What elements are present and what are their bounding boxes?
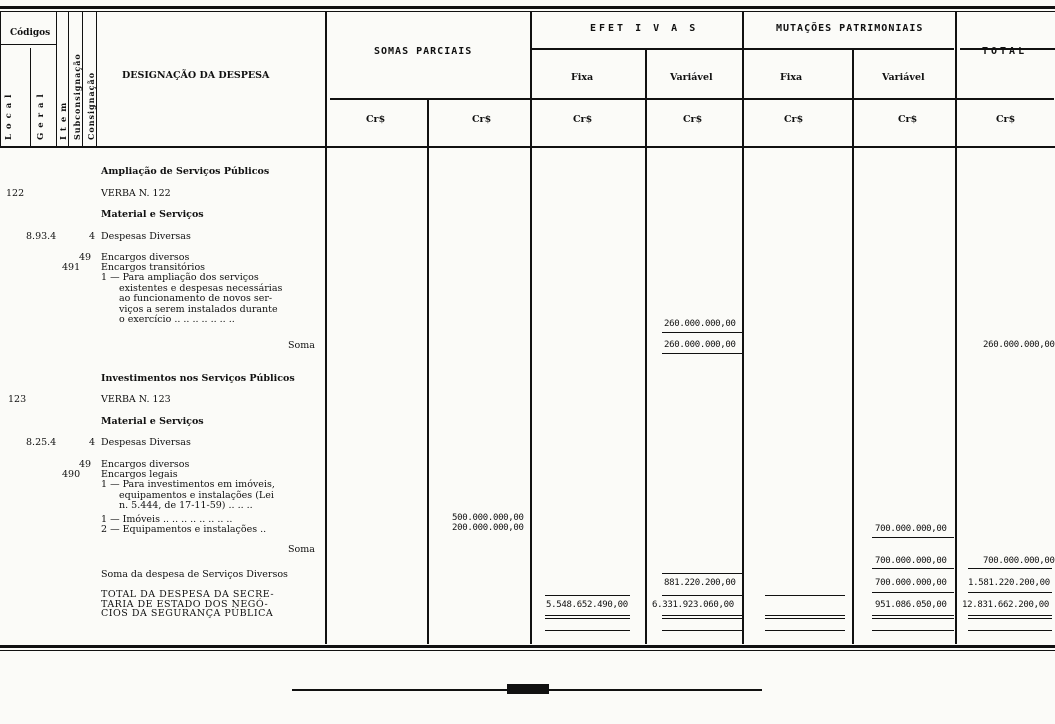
currency-label: Cr$ (573, 114, 593, 125)
efet-fixa-header: Fixa (571, 72, 594, 83)
section1-title: Ampliação de Serviços Públicos (101, 166, 270, 177)
total-header: TOTAL (982, 46, 1028, 57)
mutacoes-header: MUTAÇÕES PATRIMONIAIS (776, 23, 924, 34)
bottom-rule-thin (0, 650, 1055, 651)
codigos-label: Códigos (10, 28, 51, 38)
double-rule (765, 618, 845, 619)
section2-soma-total: 700.000.000,00 (983, 556, 1055, 566)
double-rule (662, 615, 742, 616)
text-line: CIOS DA SEGURANÇA PÚBLICA (101, 608, 274, 619)
section2-parcial-2: 200.000.000,00 (452, 523, 524, 533)
section2-soma-label: Soma (288, 544, 315, 555)
double-rule (872, 630, 954, 631)
end-ornament-block (507, 684, 549, 694)
section1-code-verba: 122 (6, 188, 25, 199)
sum-rule (872, 537, 954, 538)
section1-encargos2: Encargos transitórios (101, 262, 206, 273)
double-rule (968, 615, 1052, 616)
section2-title: Investimentos nos Serviços Públicos (101, 373, 295, 384)
top-rule (0, 6, 1055, 9)
sum-rule (968, 568, 1052, 569)
total-mut-var: 951.086.050,00 (875, 600, 947, 610)
section2-equipamentos: 2 — Equipamentos e instalações .. (101, 524, 267, 535)
somas-parciais-header: SOMAS PARCIAIS (374, 46, 473, 57)
consignacao-label: Consignação (86, 71, 96, 140)
sum-rule (872, 568, 954, 569)
total-efet-var: 6.331.923.060,00 (652, 600, 734, 610)
text-line: equipamentos e instalações (Lei (119, 489, 274, 501)
sum-rule (662, 573, 742, 574)
top-rule-thin (0, 11, 1055, 12)
text-line: TOTAL DA DESPESA DA SECRE- (101, 589, 275, 600)
currency-label: Cr$ (472, 114, 492, 125)
double-rule (545, 615, 630, 616)
section1-soma-label: Soma (288, 340, 315, 351)
col-line (56, 12, 57, 147)
sum-rule (662, 353, 742, 354)
total-rule (968, 592, 1052, 593)
section2-mut-var: 700.000.000,00 (875, 524, 947, 534)
section1-despesas: Despesas Diversas (101, 231, 191, 242)
text-line: n. 5.444, de 17-11-59) .. .. .. (119, 500, 253, 511)
double-rule (765, 630, 845, 631)
section1-item-desp: 4 (89, 231, 96, 242)
section2-material: Material e Serviços (101, 416, 204, 427)
double-rule (968, 618, 1052, 619)
section2-despesas: Despesas Diversas (101, 437, 191, 448)
soma-servicos-total: 1.581.220.200,00 (968, 578, 1050, 588)
local-label: L o c a l (4, 93, 14, 140)
mut-fixa-header: Fixa (780, 72, 803, 83)
mut-variavel-header: Variável (882, 72, 925, 83)
section1-sub-code: 49 (79, 252, 92, 263)
double-rule (765, 615, 845, 616)
item-label: I t e m (59, 101, 69, 140)
section1-item-value: 260.000.000,00 (664, 319, 736, 329)
double-rule (968, 630, 1052, 631)
section2-item-text (101, 480, 275, 512)
total-efet-fixa: 5.548.652.490,00 (546, 600, 628, 610)
col-line (96, 12, 97, 147)
header-bottom-rule (0, 146, 1055, 148)
section2-encargos: Encargos diversos (101, 459, 190, 470)
text-line: 1 — Para ampliação dos serviços (101, 272, 259, 283)
col-line (427, 100, 429, 644)
col-line (82, 12, 83, 147)
soma-servicos-label: Soma da despesa de Serviços Diversos (101, 569, 288, 580)
section1-code-desp: 8.93.4 (26, 231, 57, 242)
col-line (0, 12, 1, 147)
section1-verba: VERBA N. 122 (101, 188, 171, 199)
total-rule (545, 595, 630, 596)
currency-label: Cr$ (366, 114, 386, 125)
section2-imoveis: 1 — Imóveis .. .. .. .. .. .. .. .. (101, 514, 233, 525)
codigos-rule (0, 44, 56, 45)
section1-consig-code: 491 (62, 262, 81, 273)
efet-variavel-header: Variável (670, 72, 713, 83)
col-line (852, 48, 854, 644)
double-rule (662, 618, 742, 619)
double-rule (545, 618, 630, 619)
section1-item-text (101, 273, 282, 326)
double-rule (872, 618, 954, 619)
section2-sub-code: 49 (79, 459, 92, 470)
total-rule (765, 595, 845, 596)
col-line (645, 48, 647, 644)
col-line (530, 12, 532, 644)
section2-item-desp: 4 (89, 437, 96, 448)
efetivas-header: EFET I V A S (590, 23, 699, 34)
soma-servicos-mut-var: 700.000.000,00 (875, 578, 947, 588)
bottom-rule (0, 645, 1055, 648)
section2-verba: VERBA N. 123 (101, 394, 171, 405)
double-rule (872, 615, 954, 616)
double-rule (662, 630, 742, 631)
section1-encargos: Encargos diversos (101, 252, 190, 263)
currency-label: Cr$ (898, 114, 918, 125)
text-line: ao funcionamento de novos ser- (119, 293, 273, 304)
total-despesa-label (101, 590, 274, 619)
currency-label: Cr$ (784, 114, 804, 125)
col-line (742, 12, 744, 644)
section2-encargos2: Encargos legais (101, 469, 178, 480)
section2-code-desp: 8.25.4 (26, 437, 57, 448)
col-line (325, 12, 327, 644)
text-line: existentes e despesas necessárias (119, 282, 283, 294)
header-rule (532, 48, 954, 50)
designacao-header: DESIGNAÇÃO DA DESPESA (122, 70, 270, 81)
geral-label: G e r a l (36, 93, 46, 140)
currency-label: Cr$ (683, 114, 703, 125)
text-line: o exercício .. .. .. .. .. .. .. (119, 314, 235, 325)
grand-total: 12.831.662.200,00 (962, 600, 1050, 610)
total-rule (872, 592, 954, 593)
double-rule (545, 630, 630, 631)
header-rule (330, 98, 1054, 100)
text-line: viços a serem instalados durante (119, 303, 278, 315)
subconsignacao-label: Subconsignação (72, 53, 82, 140)
section1-soma-value: 260.000.000,00 (664, 340, 736, 350)
section2-code-verba: 123 (8, 394, 27, 405)
col-line (955, 12, 957, 644)
sum-rule (662, 332, 742, 333)
soma-servicos-efet-var: 881.220.200,00 (664, 578, 736, 588)
section2-soma-mut: 700.000.000,00 (875, 556, 947, 566)
currency-label: Cr$ (996, 114, 1016, 125)
total-rule (662, 595, 742, 596)
section1-material: Material e Serviços (101, 209, 204, 220)
col-line (30, 48, 31, 147)
section1-total-value: 260.000.000,00 (983, 340, 1055, 350)
text-line: TARIA DE ESTADO DOS NEGÓ- (101, 598, 269, 610)
text-line: 1 — Para investimentos em imóveis, (101, 479, 275, 490)
section2-parcial-1: 500.000.000,00 (452, 513, 524, 523)
section2-consig-code: 490 (62, 469, 81, 480)
